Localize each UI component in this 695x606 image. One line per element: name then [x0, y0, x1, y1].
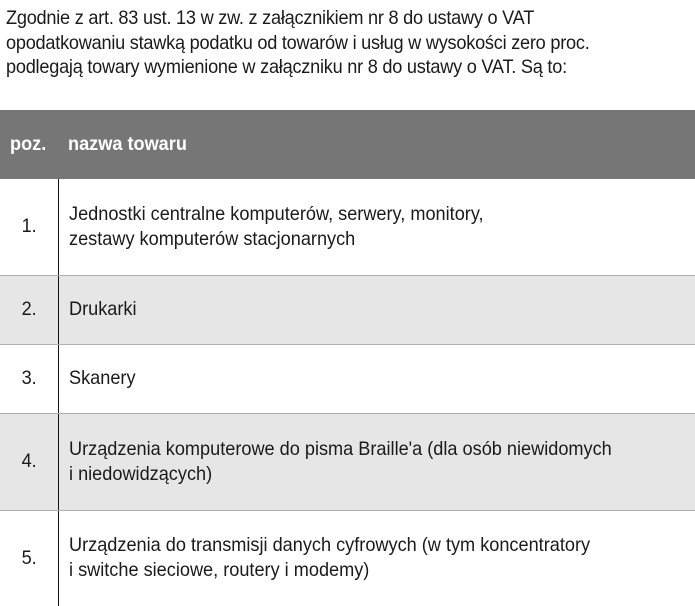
row-pos: 5.	[0, 510, 58, 606]
row-pos: 4.	[0, 413, 58, 510]
row-name-line: Drukarki	[68, 298, 137, 320]
row-name	[58, 510, 695, 606]
intro-paragraph	[6, 6, 691, 80]
table-row	[0, 413, 695, 510]
table-row	[0, 275, 695, 344]
row-name	[58, 413, 695, 510]
row-name	[58, 179, 695, 275]
table-header-row	[0, 110, 695, 179]
intro-line: Zgodnie z art. 83 ust. 13 w zw. z załącznikiem nr 8 do ustawy o VAT	[6, 7, 535, 29]
row-name-line: Urządzenia komputerowe do pisma Braille'a (dla osób niewidomych	[68, 437, 612, 460]
row-name-line: Jednostki centralne komputerów, serwery, monitory,	[68, 202, 484, 225]
table-row	[0, 179, 695, 275]
row-name-line: i switche sieciowe, routery i modemy)	[68, 559, 369, 582]
intro-line: podlegają towary wymienione w załączniku nr 8 do ustawy o VAT. Są to:	[6, 56, 567, 78]
row-name-line: zestawy komputerów stacjonarnych	[68, 227, 355, 250]
intro-line: opodatkowaniu stawką podatku od towarów i usług w wysokości zero proc.	[6, 31, 590, 54]
header-name: nazwa towaru	[58, 110, 695, 179]
row-name-line: i niedowidzących)	[68, 462, 212, 485]
row-pos: 2.	[0, 275, 58, 344]
table-row	[0, 510, 695, 606]
header-pos: poz.	[0, 110, 58, 179]
row-name-line: Urządzenia do transmisji danych cyfrowych (w tym koncentratory	[68, 534, 590, 557]
goods-table	[0, 110, 695, 606]
row-pos: 3.	[0, 344, 58, 413]
table-row	[0, 344, 695, 413]
row-name	[58, 275, 695, 344]
row-name-line: Skanery	[68, 367, 136, 389]
row-pos: 1.	[0, 179, 58, 275]
row-name	[58, 344, 695, 413]
